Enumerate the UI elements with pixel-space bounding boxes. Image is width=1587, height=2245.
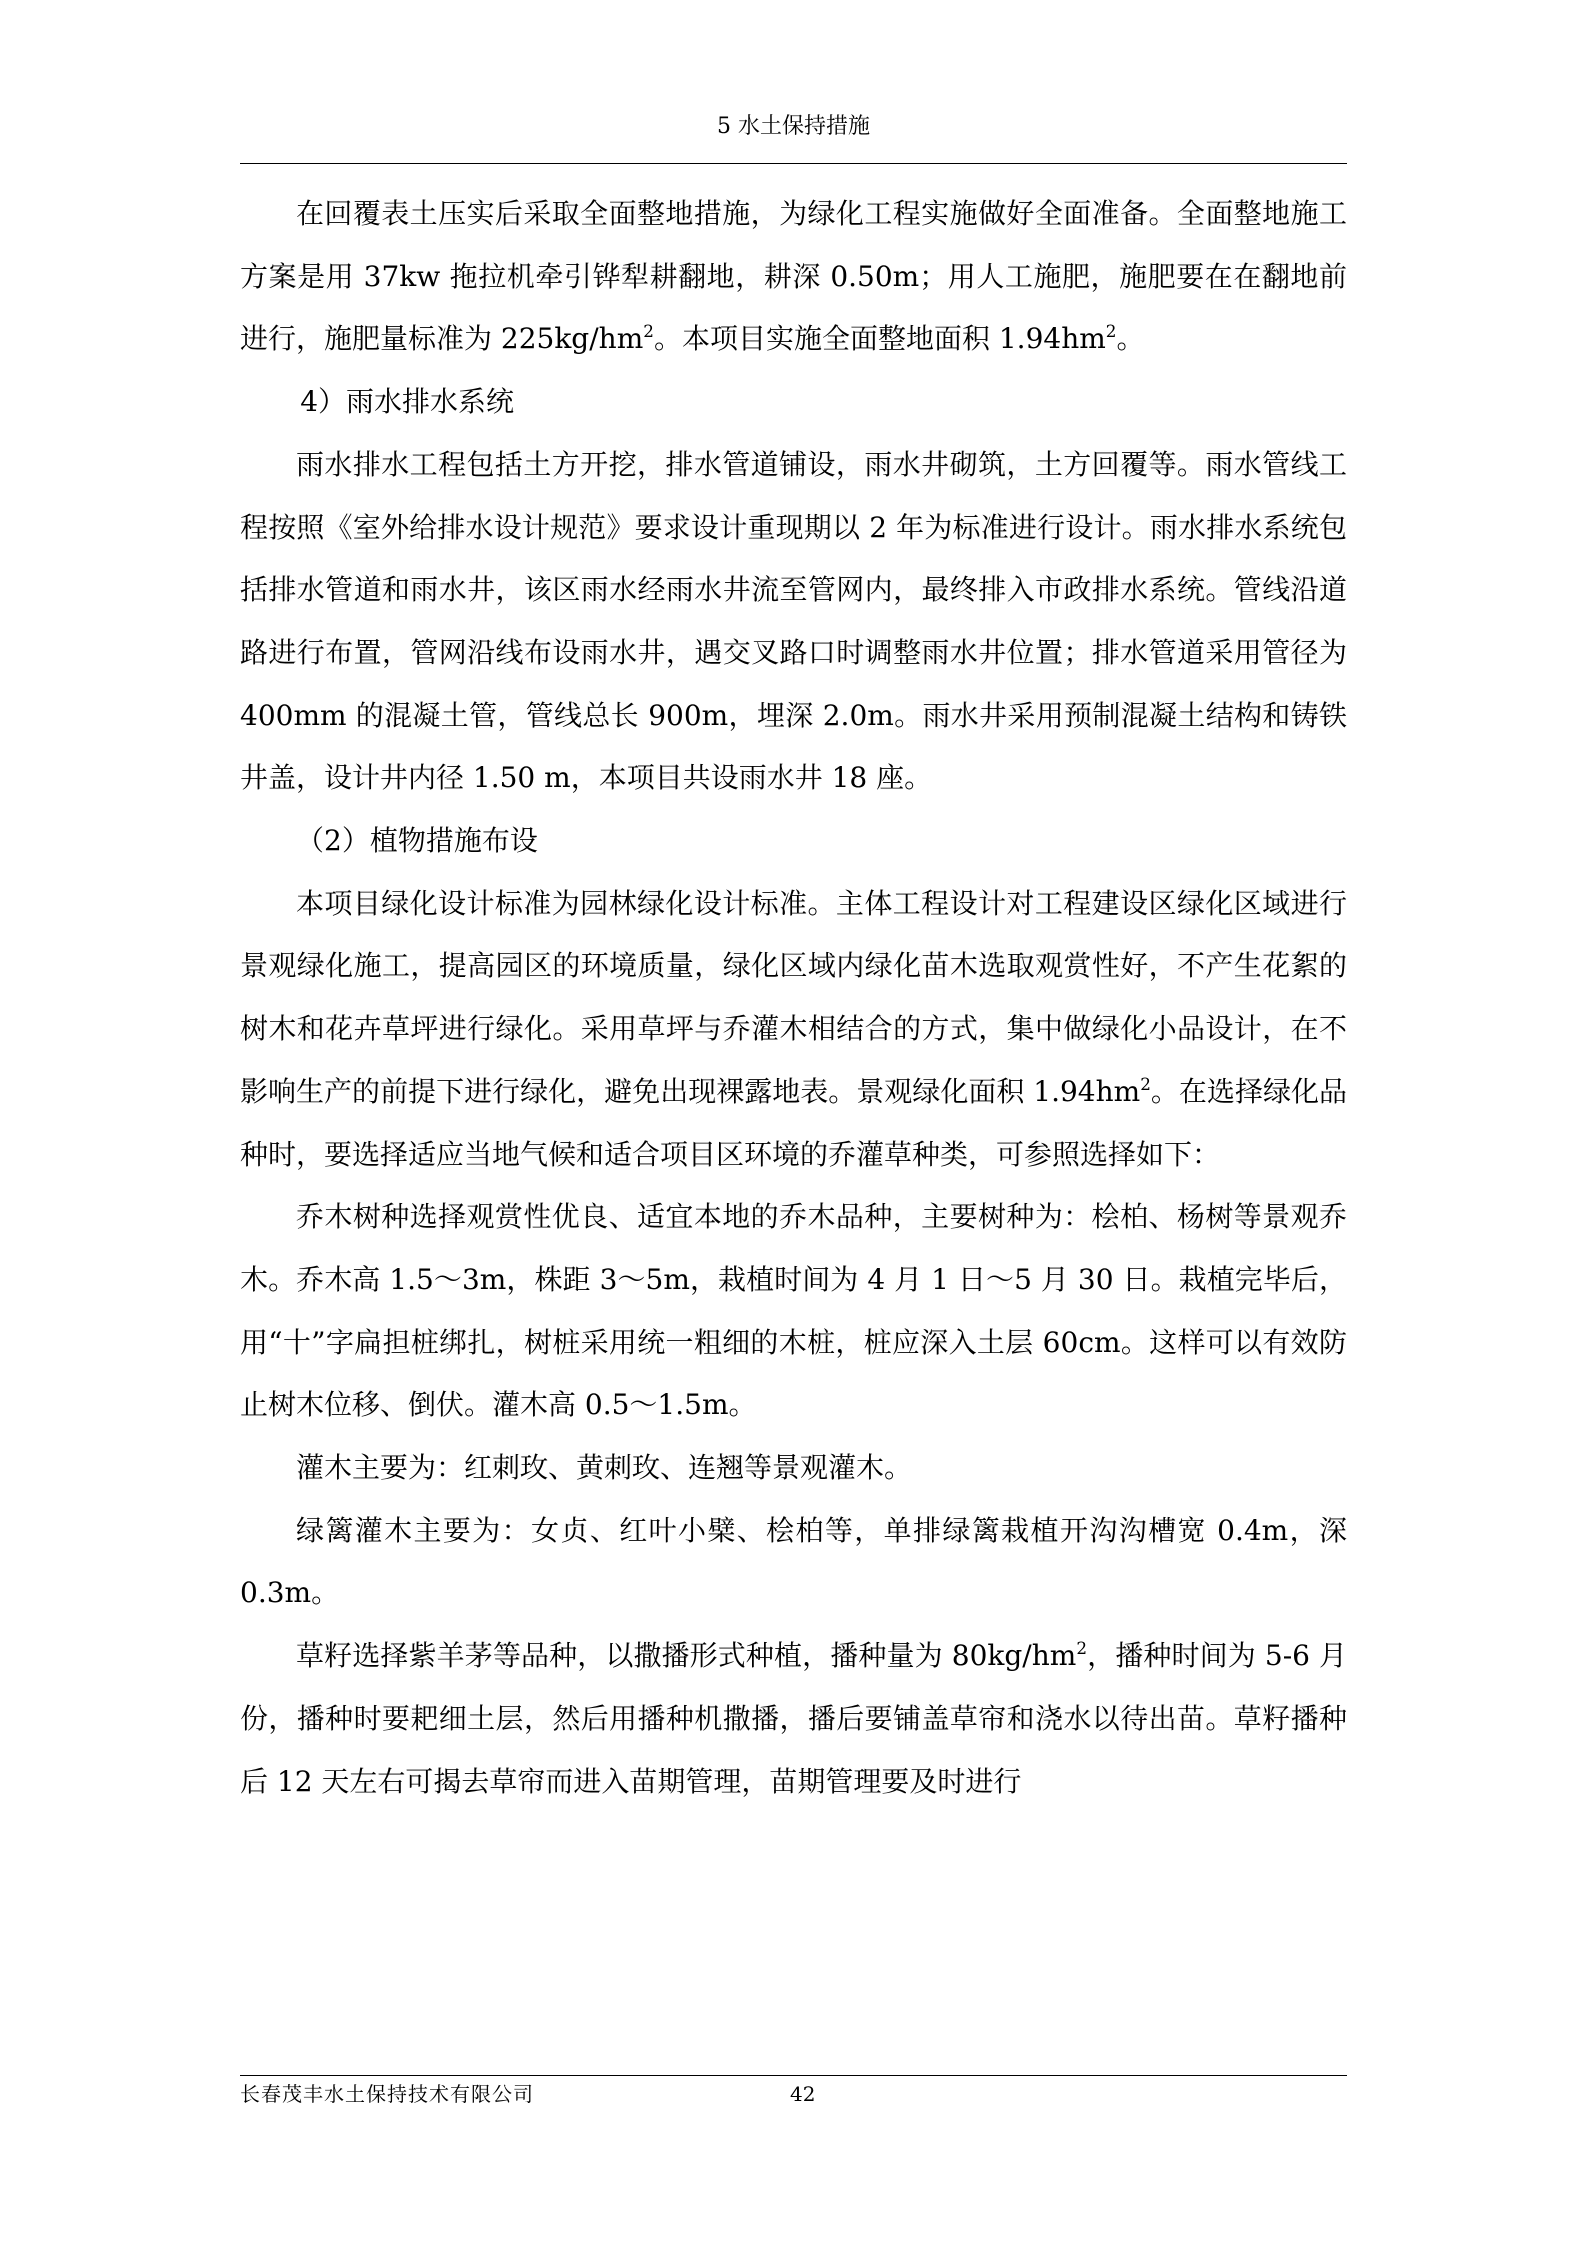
paragraph-land-preparation bbox=[240, 183, 1347, 371]
page-number: 42 bbox=[790, 2082, 816, 2106]
paragraph-grass-seeds bbox=[240, 1625, 1347, 1813]
heading-plant-measures: （2）植物措施布设 bbox=[296, 824, 538, 858]
paragraph-text: 本项目绿化设计标准为园林绿化设计标准。主体工程设计对工程建设区绿化区域进行景观绿化施工，提高园区的环境质量，绿化区域内绿化苗木选取观赏性好，不产生花絮的树木和花卉草坪进行绿化。采用草坪与乔灌木相结合的方式，集中做绿化小品设计，在不影响生产的前提下进行绿化，避免出现裸露地表。景观绿化面积 1.94hm bbox=[240, 886, 1347, 1108]
paragraph-text: 。本项目实施全面整地面积 1.94hm bbox=[653, 322, 1106, 356]
header-divider bbox=[240, 163, 1347, 164]
paragraph-shrubs: 灌木主要为：红刺玫、黄刺玫、连翘等景观灌木。 bbox=[296, 1451, 913, 1485]
heading-rainwater-drainage: 4）雨水排水系统 bbox=[300, 385, 515, 419]
footer-company-name: 长春茂丰水土保持技术有限公司 bbox=[240, 2082, 534, 2106]
superscript: 2 bbox=[1105, 321, 1117, 342]
paragraph-text: 在回覆表土压实后采取全面整地措施，为绿化工程实施做好全面准备。全面整地施工方案是用 37kw 拖拉机牵引铧犁耕翻地，耕深 0.50m；用人工施肥，施肥要在在翻地前进行，施肥量标准为 225kg/hm bbox=[240, 197, 1347, 356]
superscript: 2 bbox=[1076, 1638, 1088, 1659]
page-header-title: 5 水土保持措施 bbox=[717, 114, 870, 139]
paragraph-trees: 乔木树种选择观赏性优良、适宜本地的乔木品种，主要树种为：桧柏、杨树等景观乔木。乔木高 1.5～3m，株距 3～5m，栽植时间为 4 月 1 日～5 月 30 日。栽植完毕后，用“十”字扁担桩绑扎，树桩采用统一粗细的木桩，桩应深入土层 60cm。这样可以有效防止树木位移、倒伏。灌木高 0.5～1.5m。 bbox=[240, 1200, 1347, 1422]
paragraph-text: 草籽选择紫羊茅等品种，以撒播形式种植，播种量为 80kg/hm bbox=[296, 1639, 1077, 1673]
paragraph-greening-design bbox=[240, 873, 1347, 1187]
paragraph-text: 。在选择绿化品种时，要选择适应当地气候和适合项目区环境的乔灌草种类，可参照选择如下： bbox=[240, 1074, 1347, 1171]
document-body bbox=[240, 183, 1347, 1813]
paragraph-text: 。 bbox=[1116, 322, 1145, 356]
superscript: 2 bbox=[643, 321, 654, 342]
superscript: 2 bbox=[1140, 1073, 1151, 1094]
paragraph-rainwater-drainage: 雨水排水工程包括土方开挖，排水管道铺设，雨水井砌筑，土方回覆等。雨水管线工程按照《室外给排水设计规范》要求设计重现期以 2 年为标准进行设计。雨水排水系统包括排水管道和雨水井，该区雨水经雨水井流至管网内，最终排入市政排水系统。管线沿道路进行布置，管网沿线布设雨水井，遇交叉路口时调整雨水井位置；排水管道采用管径为 400mm 的混凝土管，管线总长 900m，埋深 2.0m。雨水井采用预制混凝土结构和铸铁井盖，设计井内径 1.50 m，本项目共设雨水井 18 座。 bbox=[240, 447, 1347, 795]
paragraph-text: ，播种时间为 5-6 月份，播种时要耙细土层，然后用播种机撒播，播后要铺盖草帘和浇水以待出苗。草籽播种后 12 天左右可揭去草帘而进入苗期管理，苗期管理要及时进行 bbox=[240, 1639, 1347, 1798]
footer-divider bbox=[240, 2075, 1347, 2076]
paragraph-hedges: 绿篱灌木主要为：女贞、红叶小檗、桧柏等，单排绿篱栽植开沟沟槽宽 0.4m，深 0.3m。 bbox=[240, 1513, 1347, 1610]
